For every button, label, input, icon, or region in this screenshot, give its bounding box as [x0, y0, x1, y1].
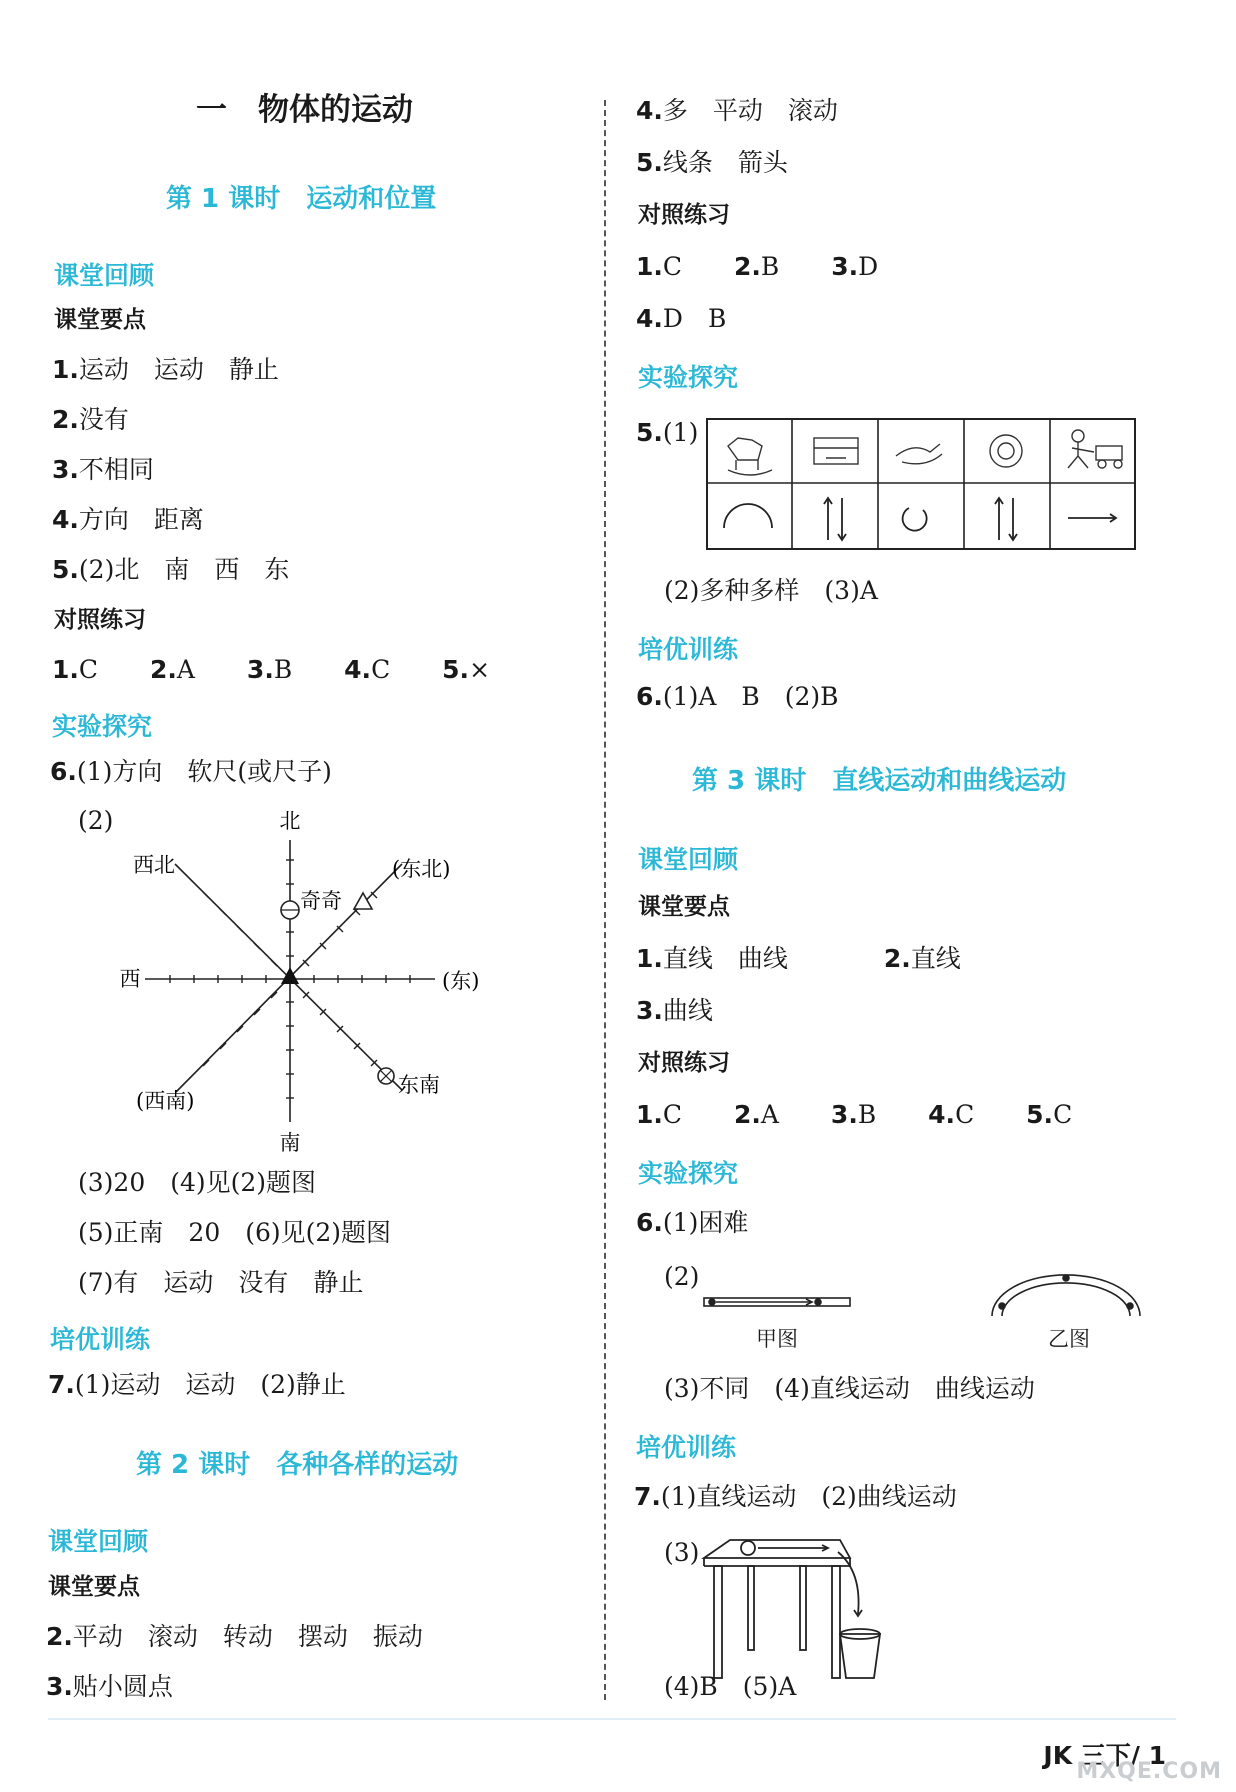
keypoint-5: 5.(2)北 南 西 东: [52, 555, 290, 584]
keypoint3-row1: 1.直线 曲线 2.直线: [636, 944, 961, 973]
practice-heading-3: 对照练习: [638, 1050, 730, 1076]
q6-part3: (3)20 (4)见(2)题图: [78, 1168, 317, 1197]
compass-south: 南: [279, 1131, 301, 1155]
q5-part2: (2)多种多样 (3)A: [664, 576, 878, 605]
lesson-3-title: 第 3 课时 直线运动和曲线运动: [692, 766, 1067, 796]
section-review-2: 课堂回顾: [48, 1527, 149, 1556]
compass-east: (东): [442, 969, 480, 993]
keypoint-3: 3.不相同: [52, 455, 154, 484]
section-review-3: 课堂回顾: [638, 845, 739, 874]
practice-answers-1: 1.C 2.A 3.B 4.C 5.×: [52, 655, 491, 684]
compass-northeast: (东北): [392, 857, 451, 881]
q6b-part2-label: (2): [664, 1262, 700, 1291]
keypoint2-5: 5.线条 箭头: [636, 148, 788, 177]
q6-part2-label: (2): [78, 806, 114, 835]
section-training-2: 培优训练: [638, 635, 739, 664]
lesson-1-title: 第 1 课时 运动和位置: [166, 184, 437, 214]
compass-north: 北: [279, 809, 301, 833]
keypoint2-4: 4.多 平动 滚动: [636, 96, 838, 125]
compass-southwest: (西南): [136, 1089, 195, 1113]
q6b-part1: 6.(1)困难: [636, 1208, 749, 1237]
keypoint3-row2: 3.曲线: [636, 996, 713, 1025]
q6-training: 6.(1)A B (2)B: [636, 682, 839, 711]
practice-answers-2b: 4.D B: [636, 304, 727, 333]
section-training-1: 培优训练: [50, 1325, 151, 1354]
column-divider: [604, 100, 606, 1700]
section-review-1: 课堂回顾: [54, 261, 155, 290]
q6b-part3: (3)不同 (4)直线运动 曲线运动: [664, 1374, 1035, 1403]
figure-a-label: 甲图: [756, 1327, 798, 1351]
q6-part5: (5)正南 20 (6)见(2)题图: [78, 1218, 392, 1247]
keypoints-heading-2: 课堂要点: [48, 1574, 140, 1600]
footer-rule: [48, 1718, 1176, 1720]
keypoint-2: 2.没有: [52, 405, 129, 434]
table-and-bucket-diagram: [700, 1530, 920, 1690]
practice-answers-3: 1.C 2.A 3.B 4.C 5.C: [636, 1100, 1073, 1129]
compass-northwest: 西北: [133, 853, 175, 877]
keypoint-4: 4.方向 距离: [52, 505, 204, 534]
q5-label: 5.(1): [636, 418, 699, 447]
keypoint-1: 1.运动 运动 静止: [52, 355, 279, 384]
practice-heading-2: 对照练习: [638, 202, 730, 228]
compass-diagram: [110, 800, 480, 1155]
section-explore-2: 实验探究: [638, 363, 739, 392]
q6-part1: 6.(1)方向 软尺(或尺子): [50, 757, 332, 786]
lesson-2-title: 第 2 课时 各种各样的运动: [136, 1450, 459, 1480]
practice-heading-1: 对照练习: [54, 607, 146, 633]
q7-part3-label: (3): [664, 1538, 700, 1567]
motion-table: [706, 418, 1136, 550]
figure-b-label: 乙图: [1048, 1327, 1090, 1351]
section-explore-1: 实验探究: [52, 712, 153, 741]
compass-southeast: 东南: [398, 1073, 440, 1097]
watermark: MXQE.COM: [1076, 1759, 1222, 1784]
chapter-title: 一 物体的运动: [196, 92, 413, 128]
compass-west: 西: [119, 967, 141, 991]
keypoints-heading-3: 课堂要点: [638, 894, 730, 920]
keypoint2-2: 2.平动 滚动 转动 摆动 振动: [46, 1622, 423, 1651]
keypoints-heading-1: 课堂要点: [54, 307, 146, 333]
compass-qiqi: 奇奇: [300, 889, 342, 913]
q6-part7: (7)有 运动 没有 静止: [78, 1268, 364, 1297]
section-explore-3: 实验探究: [638, 1159, 739, 1188]
q7-answer: 7.(1)运动 运动 (2)静止: [48, 1370, 346, 1399]
q7-training: 7.(1)直线运动 (2)曲线运动: [634, 1482, 957, 1511]
section-training-3: 培优训练: [636, 1433, 737, 1462]
keypoint2-3: 3.贴小圆点: [46, 1672, 173, 1701]
page-footer: JK 三下/ 1: [1043, 1741, 1166, 1770]
q7-part45: (4)B (5)A: [664, 1672, 797, 1701]
practice-answers-2a: 1.C 2.B 3.D: [636, 252, 879, 281]
